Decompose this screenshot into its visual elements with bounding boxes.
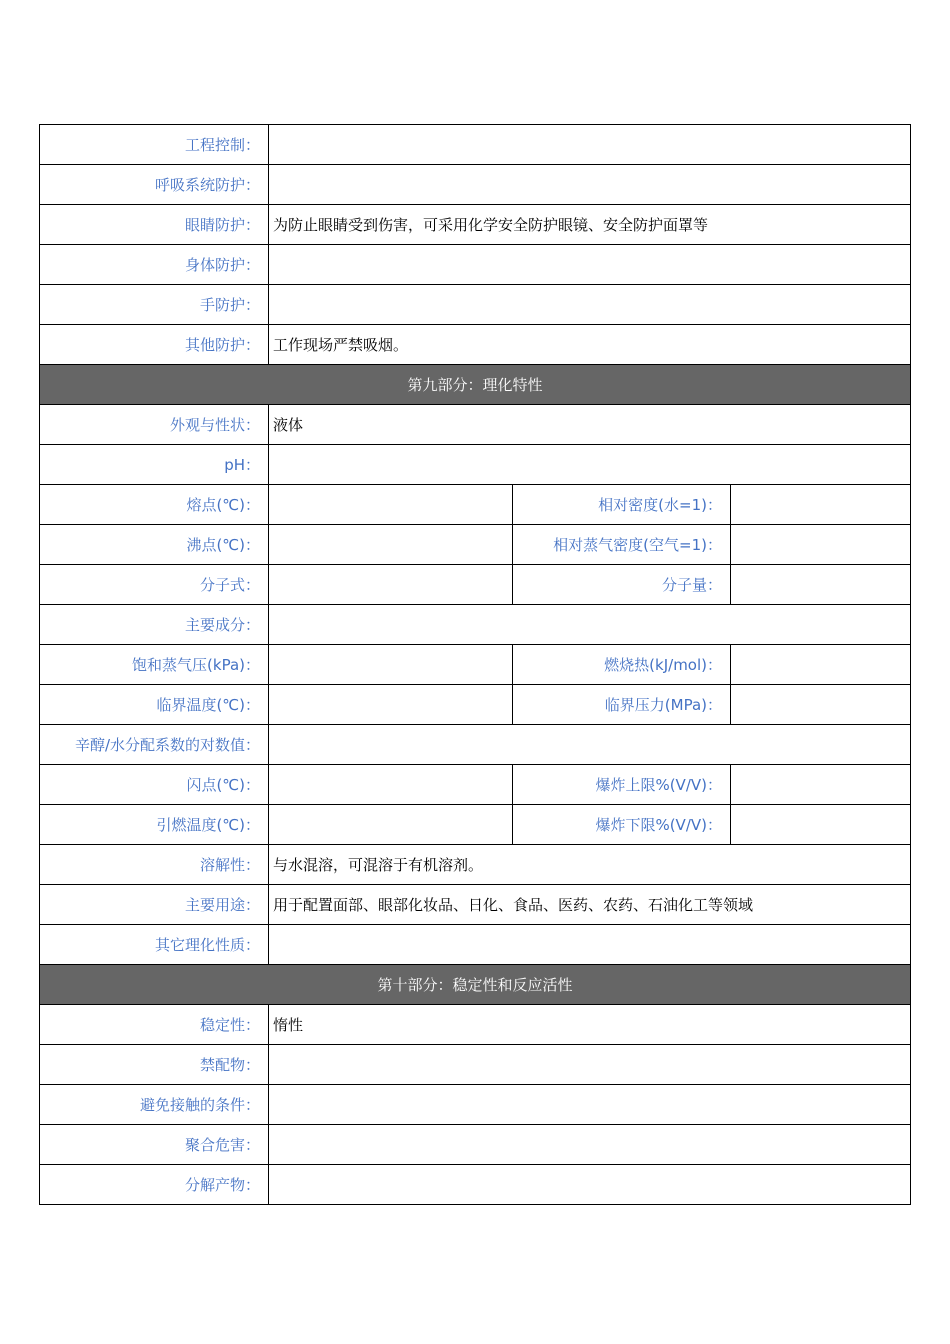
row-boiling-vapor-density bbox=[39, 525, 911, 565]
flash-point-value bbox=[268, 765, 512, 804]
row-other-properties bbox=[39, 925, 911, 965]
molecular-formula-value bbox=[268, 565, 512, 604]
polymerization-hazard-label: 聚合危害： bbox=[184, 1136, 260, 1154]
hand-protection-value bbox=[268, 285, 910, 324]
vapor-density-value bbox=[730, 525, 910, 564]
critical-pressure-label: 临界压力(MPa)： bbox=[512, 685, 730, 724]
row-main-components bbox=[39, 605, 911, 645]
ph-label: pH： bbox=[224, 456, 260, 474]
incompatible-materials-value bbox=[268, 1045, 910, 1084]
other-properties-label: 其它理化性质： bbox=[154, 936, 260, 954]
row-appearance bbox=[39, 405, 911, 445]
decomposition-products-label: 分解产物： bbox=[184, 1176, 260, 1194]
decomposition-products-value bbox=[268, 1165, 910, 1204]
row-log-kow bbox=[39, 725, 911, 765]
upper-explosive-limit-value bbox=[730, 765, 910, 804]
avoid-conditions-value bbox=[268, 1085, 910, 1124]
appearance-value: 液体 bbox=[268, 405, 910, 444]
relative-density-value bbox=[730, 485, 910, 524]
boiling-point-label: 沸点(℃)： bbox=[186, 536, 260, 554]
row-formula-weight bbox=[39, 565, 911, 605]
main-components-value bbox=[268, 605, 910, 644]
row-engineering-control bbox=[39, 124, 911, 165]
engineering-control-value bbox=[268, 125, 910, 164]
critical-pressure-value bbox=[730, 685, 910, 724]
row-polymerization bbox=[39, 1125, 911, 1165]
solubility-label: 溶解性： bbox=[199, 856, 260, 874]
stability-label: 稳定性： bbox=[199, 1016, 260, 1034]
solubility-value: 与水混溶，可混溶于有机溶剂。 bbox=[268, 845, 910, 884]
relative-density-label: 相对密度(水=1)： bbox=[512, 485, 730, 524]
flash-point-label: 闪点(℃)： bbox=[186, 776, 260, 794]
vapor-density-label: 相对蒸气密度(空气=1)： bbox=[512, 525, 730, 564]
molecular-weight-value bbox=[730, 565, 910, 604]
vapor-pressure-label: 饱和蒸气压(kPa)： bbox=[132, 656, 260, 674]
ignition-temperature-label: 引燃温度(℃)： bbox=[156, 816, 260, 834]
molecular-formula-label: 分子式： bbox=[199, 576, 260, 594]
other-protection-label: 其他防护： bbox=[184, 336, 260, 354]
row-decomposition bbox=[39, 1165, 911, 1205]
combustion-heat-label: 燃烧热(kJ/mol)： bbox=[512, 645, 730, 684]
main-uses-value: 用于配置面部、眼部化妆品、日化、食品、医药、农药、石油化工等领域 bbox=[268, 885, 910, 924]
eye-protection-value: 为防止眼睛受到伤害，可采用化学安全防护眼镜、安全防护面罩等 bbox=[268, 205, 910, 244]
critical-temperature-value bbox=[268, 685, 512, 724]
row-flash-upper bbox=[39, 765, 911, 805]
vapor-pressure-value bbox=[268, 645, 512, 684]
body-protection-label: 身体防护： bbox=[184, 256, 260, 274]
row-solubility bbox=[39, 845, 911, 885]
incompatible-materials-label: 禁配物： bbox=[199, 1056, 260, 1074]
row-respiratory-protection bbox=[39, 165, 911, 205]
row-vapor-pressure-combustion bbox=[39, 645, 911, 685]
main-uses-label: 主要用途： bbox=[184, 896, 260, 914]
main-components-label: 主要成分： bbox=[184, 616, 260, 634]
combustion-heat-value bbox=[730, 645, 910, 684]
row-ph bbox=[39, 445, 911, 485]
stability-value: 惰性 bbox=[268, 1005, 910, 1044]
row-ignition-lower bbox=[39, 805, 911, 845]
row-incompatible bbox=[39, 1045, 911, 1085]
respiratory-protection-label: 呼吸系统防护： bbox=[154, 176, 260, 194]
hand-protection-label: 手防护： bbox=[199, 296, 260, 314]
row-critical bbox=[39, 685, 911, 725]
log-kow-value bbox=[268, 725, 910, 764]
row-main-uses bbox=[39, 885, 911, 925]
row-body-protection bbox=[39, 245, 911, 285]
row-hand-protection bbox=[39, 285, 911, 325]
boiling-point-value bbox=[268, 525, 512, 564]
melting-point-value bbox=[268, 485, 512, 524]
other-protection-value: 工作现场严禁吸烟。 bbox=[268, 325, 910, 364]
ph-value bbox=[268, 445, 910, 484]
melting-point-label: 熔点(℃)： bbox=[186, 496, 260, 514]
polymerization-hazard-value bbox=[268, 1125, 910, 1164]
respiratory-protection-value bbox=[268, 165, 910, 204]
msds-table bbox=[39, 124, 911, 1205]
eye-protection-label: 眼睛防护： bbox=[184, 216, 260, 234]
row-stability bbox=[39, 1005, 911, 1045]
lower-explosive-limit-label: 爆炸下限%(V/V)： bbox=[512, 805, 730, 844]
log-kow-label: 辛醇/水分配系数的对数值： bbox=[74, 736, 260, 754]
row-avoid-conditions bbox=[39, 1085, 911, 1125]
section-10-header: 第十部分：稳定性和反应活性 bbox=[39, 965, 911, 1005]
lower-explosive-limit-value bbox=[730, 805, 910, 844]
section-9-header: 第九部分：理化特性 bbox=[39, 365, 911, 405]
row-eye-protection bbox=[39, 205, 911, 245]
row-other-protection bbox=[39, 325, 911, 365]
upper-explosive-limit-label: 爆炸上限%(V/V)： bbox=[512, 765, 730, 804]
engineering-control-label: 工程控制： bbox=[184, 136, 260, 154]
critical-temperature-label: 临界温度(℃)： bbox=[156, 696, 260, 714]
row-melting-density bbox=[39, 485, 911, 525]
ignition-temperature-value bbox=[268, 805, 512, 844]
body-protection-value bbox=[268, 245, 910, 284]
other-properties-value bbox=[268, 925, 910, 964]
molecular-weight-label: 分子量： bbox=[512, 565, 730, 604]
avoid-conditions-label: 避免接触的条件： bbox=[139, 1096, 260, 1114]
appearance-label: 外观与性状： bbox=[169, 416, 260, 434]
